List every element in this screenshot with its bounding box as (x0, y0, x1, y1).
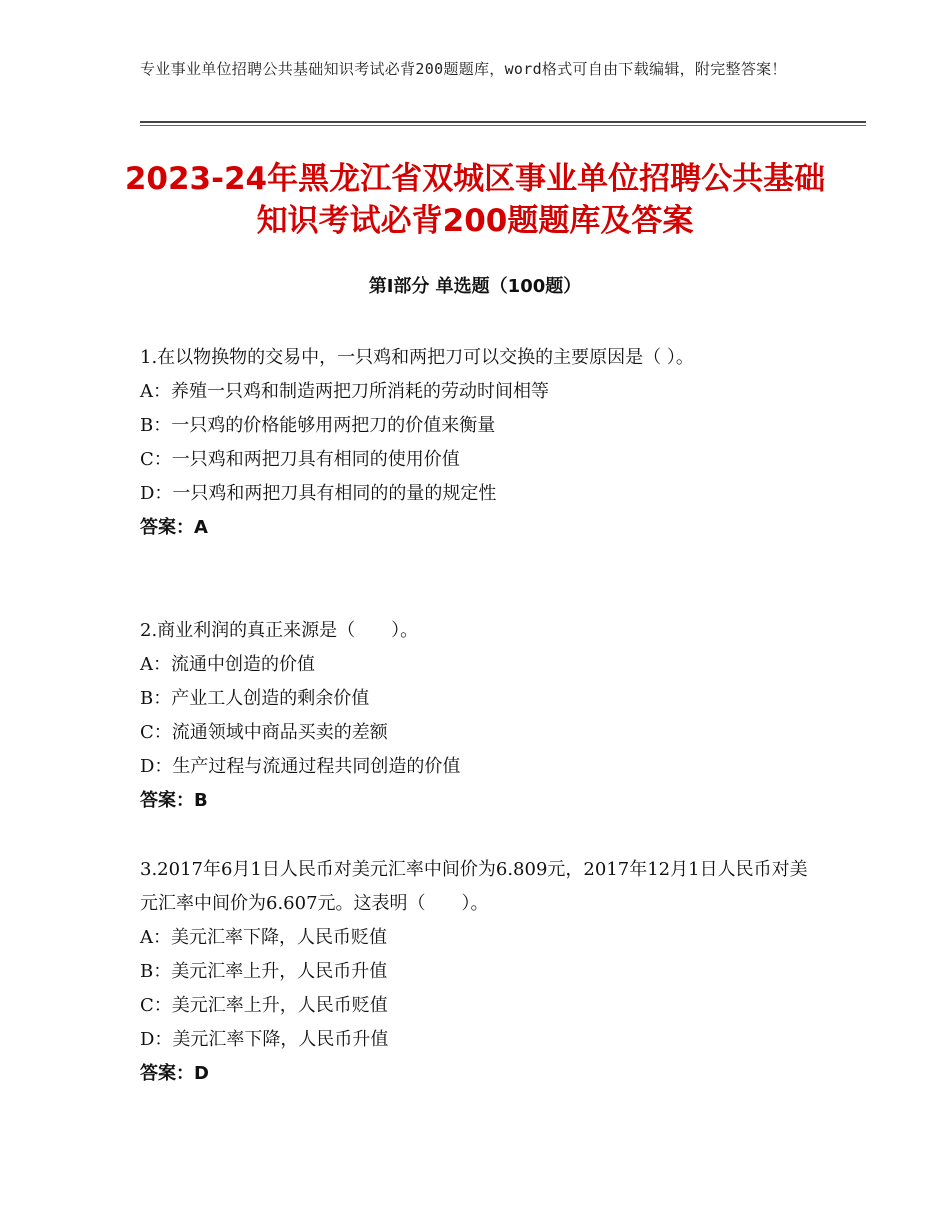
option-a: A：养殖一只鸡和制造两把刀所消耗的劳动时间相等 (140, 381, 549, 402)
option-b: B：产业工人创造的剩余价值 (140, 688, 370, 709)
question-2 (140, 614, 808, 818)
option-d: D：美元汇率下降，人民币升值 (140, 1029, 389, 1050)
option-a: A：流通中创造的价值 (140, 654, 315, 675)
question-stem: 1.在以物换物的交易中，一只鸡和两把刀可以交换的主要原因是（ ）。 (140, 347, 694, 368)
answer-label: 答案：B (140, 790, 208, 811)
option-a: A：美元汇率下降，人民币贬值 (140, 927, 387, 948)
option-d: D：生产过程与流通过程共同创造的价值 (140, 756, 461, 777)
answer-label: 答案：D (140, 1063, 209, 1084)
header-note: 专业事业单位招聘公共基础知识考试必背200题题库，word格式可自由下载编辑，附完整答案！ (140, 60, 787, 78)
header-divider-thin (140, 125, 866, 126)
question-stem: 3.2017年6月1日人民币对美元汇率中间价为6.809元，2017年12月1日人民币对美元汇率中间价为6.607元。这表明（ ）。 (140, 859, 808, 914)
document-title: 2023-24年黑龙江省双城区事业单位招聘公共基础知识考试必背200题题库及答案 (124, 161, 826, 239)
answer-label: 答案：A (140, 517, 208, 538)
option-b: B：美元汇率上升，人民币升值 (140, 961, 388, 982)
question-3 (140, 853, 808, 1091)
option-d: D：一只鸡和两把刀具有相同的的量的规定性 (140, 483, 497, 504)
question-stem: 2.商业利润的真正来源是（ ）。 (140, 620, 419, 641)
section-title: 第Ⅰ部分 单选题（100题） (368, 276, 582, 297)
option-c: C：美元汇率上升，人民币贬值 (140, 995, 388, 1016)
question-1 (140, 341, 808, 545)
header-divider-thick (140, 121, 866, 123)
option-c: C：一只鸡和两把刀具有相同的使用价值 (140, 449, 460, 470)
option-c: C：流通领域中商品买卖的差额 (140, 722, 388, 743)
option-b: B：一只鸡的价格能够用两把刀的价值来衡量 (140, 415, 496, 436)
